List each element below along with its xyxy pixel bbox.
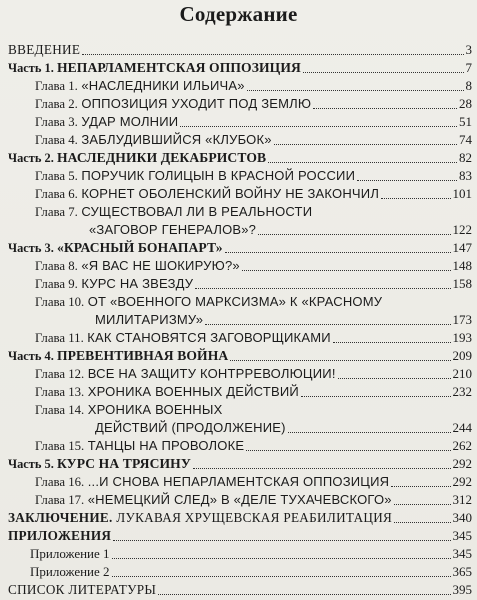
chapter-prefix: Глава 8.	[35, 259, 78, 273]
toc-page-number: 209	[452, 348, 472, 363]
chapter-title: ...И СНОВА НЕПАРЛАМЕНТСКАЯ ОППОЗИЦИЯ	[87, 474, 390, 489]
chapter-prefix: Глава 11.	[35, 331, 84, 345]
dot-leader	[112, 558, 451, 559]
toc-chapter-15[interactable]	[8, 437, 472, 455]
chapter-prefix: Глава 12.	[35, 367, 85, 381]
toc-entry-introduction[interactable]	[8, 41, 472, 59]
toc-part-5[interactable]	[8, 455, 472, 473]
dot-leader	[195, 288, 450, 289]
chapter-prefix: Глава 17.	[35, 493, 85, 507]
chapter-prefix: Глава 13.	[35, 385, 85, 399]
toc-chapter-6[interactable]	[8, 185, 472, 203]
chapter-title-continued: «ЗАГОВОР ГЕНЕРАЛОВ»?	[89, 222, 257, 237]
toc-entry-bibliography[interactable]	[8, 581, 472, 599]
toc-chapter-13[interactable]	[8, 383, 472, 401]
chapter-title: ВСЕ НА ЗАЩИТУ КОНТРРЕВОЛЮЦИИ!	[87, 366, 336, 381]
chapter-title: ТАНЦЫ НА ПРОВОЛОКЕ	[87, 438, 245, 453]
toc-page-number: 7	[465, 60, 472, 75]
toc-page-number: 74	[459, 132, 472, 147]
toc-page-number: 3	[465, 42, 472, 57]
dot-leader	[338, 378, 451, 379]
toc-page-number: 312	[452, 492, 472, 507]
toc-page-number: 122	[452, 222, 472, 237]
dot-leader	[391, 486, 450, 487]
chapter-prefix: Глава 14.	[35, 403, 85, 417]
chapter-title: КОРНЕТ ОБОЛЕНСКИЙ ВОЙНУ НЕ ЗАКОНЧИЛ	[81, 186, 380, 201]
toc-page-number: 365	[452, 564, 472, 579]
appendix-title: Приложение 1	[30, 546, 110, 561]
appendix-title: Приложение 2	[30, 564, 110, 579]
chapter-title-continued: ДЕЙСТВИЙ (ПРОДОЛЖЕНИЕ)	[95, 420, 286, 435]
toc-chapter-2[interactable]	[8, 95, 472, 113]
toc-chapter-16[interactable]	[8, 473, 472, 491]
toc-part-4[interactable]	[8, 347, 472, 365]
part-title: НАСЛЕДНИКИ ДЕКАБРИСТОВ	[56, 150, 267, 165]
toc-page-number: 232	[452, 384, 472, 399]
dot-leader	[268, 162, 457, 163]
toc-page-number: 83	[459, 168, 472, 183]
toc-entry-title: ЗАКЛЮЧЕНИЕ.	[8, 510, 113, 525]
chapter-title: ПОРУЧИК ГОЛИЦЫН В КРАСНОЙ РОССИИ	[81, 168, 356, 183]
table-of-contents	[8, 41, 472, 599]
toc-chapter-14-continued[interactable]	[8, 419, 472, 437]
toc-page-number: 244	[452, 420, 472, 435]
dot-leader	[313, 108, 457, 109]
toc-part-1[interactable]	[8, 59, 472, 77]
dot-leader	[333, 342, 451, 343]
dot-leader	[301, 396, 451, 397]
dot-leader	[246, 450, 450, 451]
part-title: КУРС НА ТРЯСИНУ	[56, 456, 191, 471]
dot-leader	[288, 432, 451, 433]
toc-entry-title: СПИСОК ЛИТЕРАТУРЫ	[8, 582, 157, 597]
toc-chapter-8[interactable]	[8, 257, 472, 275]
chapter-title: ХРОНИКА ВОЕННЫХ ДЕЙСТВИЙ	[87, 384, 299, 399]
toc-entry-conclusion[interactable]	[8, 509, 472, 527]
toc-appendix-1[interactable]	[8, 545, 472, 563]
toc-page-number: 340	[452, 510, 472, 525]
dot-leader	[247, 90, 464, 91]
dot-leader	[381, 198, 450, 199]
toc-chapter-1[interactable]	[8, 77, 472, 95]
chapter-title: «Я ВАС НЕ ШОКИРУЮ?»	[81, 258, 240, 273]
part-prefix: Часть 1.	[8, 61, 54, 75]
chapter-prefix: Глава 4.	[35, 133, 78, 147]
toc-entry-title: ВВЕДЕНИЕ	[8, 42, 81, 57]
toc-page-number: 101	[452, 186, 472, 201]
dot-leader	[82, 54, 463, 55]
toc-page-number: 345	[452, 546, 472, 561]
dot-leader	[357, 180, 457, 181]
toc-chapter-9[interactable]	[8, 275, 472, 293]
chapter-title: КУРС НА ЗВЕЗДУ	[81, 276, 194, 291]
toc-chapter-10-continued[interactable]	[8, 311, 472, 329]
toc-entry-appendices[interactable]	[8, 527, 472, 545]
toc-page-number: 395	[452, 582, 472, 597]
toc-page-number: 173	[452, 312, 472, 327]
dot-leader	[274, 144, 457, 145]
chapter-title: УДАР МОЛНИИ	[81, 114, 179, 129]
toc-entry-subtitle: ЛУКАВАЯ ХРУЩЕВСКАЯ РЕАБИЛИТАЦИЯ	[112, 510, 393, 525]
toc-appendix-2[interactable]	[8, 563, 472, 581]
toc-page-number: 292	[452, 474, 472, 489]
chapter-title: СУЩЕСТВОВАЛ ЛИ В РЕАЛЬНОСТИ	[81, 204, 313, 219]
chapter-prefix: Глава 1.	[35, 79, 78, 93]
dot-leader	[303, 72, 464, 73]
toc-part-2[interactable]	[8, 149, 472, 167]
toc-page-number: 193	[452, 330, 472, 345]
chapter-prefix: Глава 9.	[35, 277, 78, 291]
chapter-prefix: Глава 3.	[35, 115, 78, 129]
part-prefix: Часть 3.	[8, 241, 54, 255]
chapter-title: ХРОНИКА ВОЕННЫХ	[87, 402, 223, 417]
dot-leader	[230, 360, 450, 361]
chapter-prefix: Глава 2.	[35, 97, 78, 111]
toc-chapter-7[interactable]	[8, 203, 472, 221]
part-title: ПРЕВЕНТИВНАЯ ВОЙНА	[56, 348, 229, 363]
toc-chapter-7-continued[interactable]	[8, 221, 472, 239]
toc-chapter-17[interactable]	[8, 491, 472, 509]
chapter-title: ЗАБЛУДИВШИЙСЯ «КЛУБОК»	[81, 132, 272, 147]
toc-page-number: 147	[452, 240, 472, 255]
dot-leader	[112, 576, 451, 577]
part-title: НЕПАРЛАМЕНТСКАЯ ОППОЗИЦИЯ	[56, 60, 301, 75]
toc-chapter-3[interactable]	[8, 113, 472, 131]
toc-page-number: 292	[452, 456, 472, 471]
toc-page-number: 158	[452, 276, 472, 291]
toc-chapter-14[interactable]	[8, 401, 472, 419]
toc-chapter-5[interactable]	[8, 167, 472, 185]
dot-leader	[180, 126, 457, 127]
chapter-title: ОТ «ВОЕННОГО МАРКСИЗМА» К «КРАСНОМУ	[87, 294, 383, 309]
chapter-prefix: Глава 7.	[35, 205, 78, 219]
chapter-prefix: Глава 16.	[35, 475, 85, 489]
dot-leader	[394, 504, 451, 505]
toc-page-number: 82	[459, 150, 472, 165]
dot-leader	[258, 234, 450, 235]
toc-chapter-11[interactable]	[8, 329, 472, 347]
toc-page-number: 28	[459, 96, 472, 111]
toc-chapter-4[interactable]	[8, 131, 472, 149]
chapter-title: ОППОЗИЦИЯ УХОДИТ ПОД ЗЕМЛЮ	[81, 96, 312, 111]
toc-chapter-12[interactable]	[8, 365, 472, 383]
chapter-title: «НАСЛЕДНИКИ ИЛЬИЧА»	[81, 78, 245, 93]
part-prefix: Часть 5.	[8, 457, 54, 471]
dot-leader	[205, 324, 450, 325]
toc-page-number: 262	[452, 438, 472, 453]
chapter-prefix: Глава 15.	[35, 439, 85, 453]
chapter-prefix: Глава 10.	[35, 295, 85, 309]
part-prefix: Часть 2.	[8, 151, 54, 165]
part-title: «КРАСНЫЙ БОНАПАРТ»	[56, 240, 223, 255]
toc-page-number: 345	[452, 528, 472, 543]
dot-leader	[158, 594, 450, 595]
toc-entry-title: ПРИЛОЖЕНИЯ	[8, 528, 112, 543]
toc-page-number: 148	[452, 258, 472, 273]
dot-leader	[394, 522, 450, 523]
dot-leader	[193, 468, 451, 469]
toc-page-number: 51	[459, 114, 472, 129]
dot-leader	[242, 270, 451, 271]
toc-part-3[interactable]	[8, 239, 472, 257]
toc-chapter-10[interactable]	[8, 293, 472, 311]
dot-leader	[225, 252, 451, 253]
page-title: Содержание	[179, 2, 298, 26]
chapter-prefix: Глава 5.	[35, 169, 78, 183]
toc-page-number: 8	[465, 78, 472, 93]
chapter-title-continued: МИЛИТАРИЗМУ»	[95, 312, 204, 327]
toc-page-number: 210	[452, 366, 472, 381]
part-prefix: Часть 4.	[8, 349, 54, 363]
dot-leader	[113, 540, 450, 541]
chapter-title: «НЕМЕЦКИЙ СЛЕД» В «ДЕЛЕ ТУХАЧЕВСКОГО»	[87, 492, 392, 507]
chapter-title: КАК СТАНОВЯТСЯ ЗАГОВОРЩИКАМИ	[87, 330, 331, 345]
chapter-prefix: Глава 6.	[35, 187, 78, 201]
